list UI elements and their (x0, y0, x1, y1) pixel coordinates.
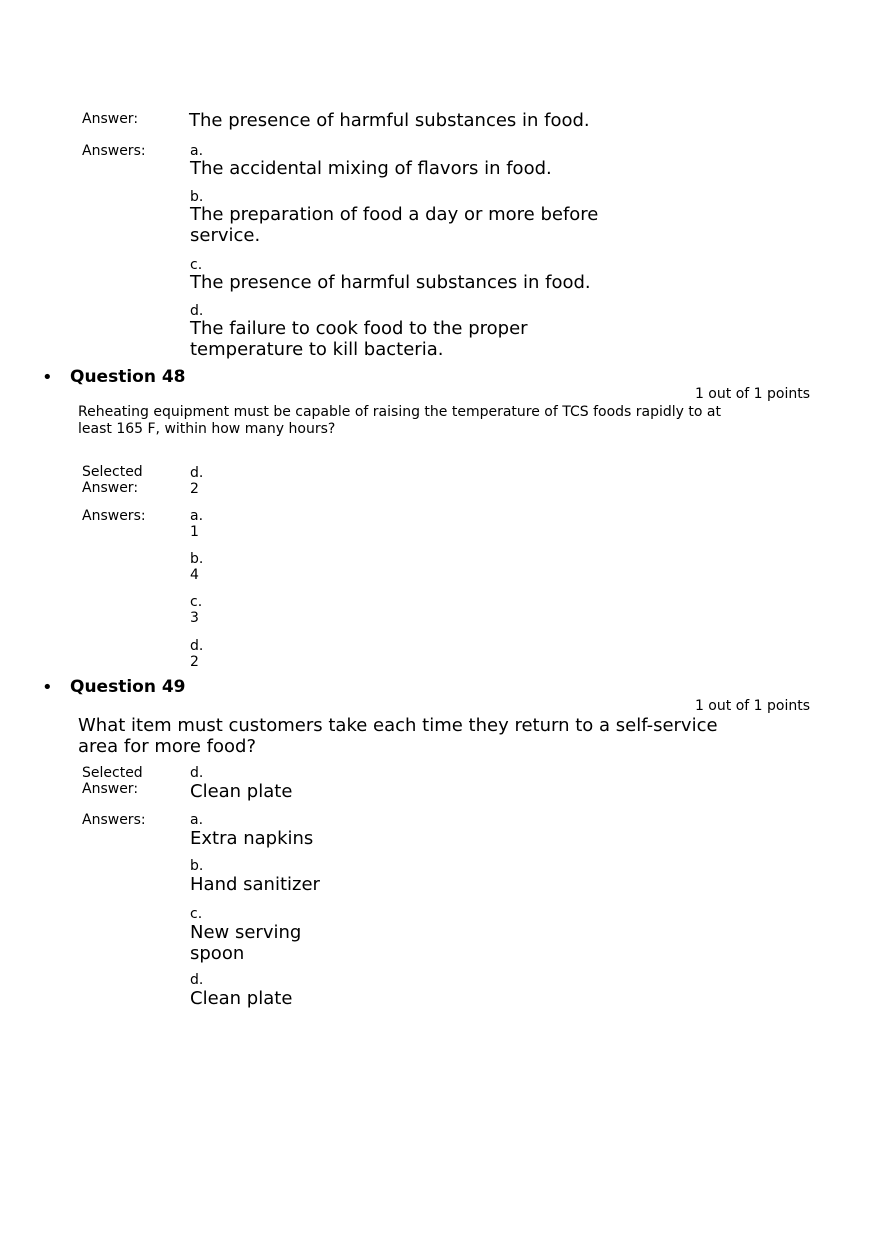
option-text: 4 (190, 567, 199, 583)
option-letter: d. (190, 303, 204, 319)
option-text: New serving spoon (190, 922, 302, 964)
selected-answer-label: Selected Answer: (82, 765, 143, 797)
option-letter: a. (190, 143, 204, 159)
answer-label: Answer: (82, 111, 139, 127)
option-text: Hand sanitizer (190, 874, 320, 895)
option-letter: a. (190, 508, 204, 524)
option-text: The failure to cook food to the proper temperature to kill bacteria. (190, 318, 528, 360)
answers-label: Answers: (82, 508, 146, 524)
bullet-icon: • (42, 677, 53, 698)
option-text: Extra napkins (190, 828, 314, 849)
option-letter: b. (190, 189, 204, 205)
option-letter: a. (190, 812, 204, 828)
option-letter: c. (190, 594, 203, 610)
option-letter: c. (190, 906, 203, 922)
selected-answer-label: Selected Answer: (82, 464, 143, 496)
selected-text: 2 (190, 481, 199, 497)
answers-label: Answers: (82, 143, 146, 159)
selected-letter: d. (190, 765, 204, 781)
option-text: The preparation of food a day or more before service. (190, 204, 599, 246)
option-text: 3 (190, 610, 199, 626)
option-text: 2 (190, 654, 199, 670)
answer-text: The presence of harmful substances in food. (189, 110, 590, 131)
selected-letter: d. (190, 465, 204, 481)
question-prompt: What item must customers take each time they return to a self-service area for more food? (78, 715, 718, 757)
option-text: The accidental mixing of flavors in food. (190, 158, 552, 179)
option-text: The presence of harmful substances in food. (190, 272, 591, 293)
question-title: Question 48 (70, 367, 186, 387)
option-text: 1 (190, 524, 199, 540)
option-letter: b. (190, 858, 204, 874)
points-score: 1 out of 1 points (694, 698, 810, 714)
question-title: Question 49 (70, 677, 186, 697)
option-letter: b. (190, 551, 204, 567)
option-text: Clean plate (190, 988, 293, 1009)
question-prompt: Reheating equipment must be capable of raising the temperature of TCS foods rapidly to at least 165 F, within how many hours? (78, 404, 721, 437)
option-letter: d. (190, 972, 204, 988)
answers-label: Answers: (82, 812, 146, 828)
bullet-icon: • (42, 367, 53, 388)
option-letter: d. (190, 638, 204, 654)
selected-text: Clean plate (190, 781, 293, 802)
option-letter: c. (190, 257, 203, 273)
points-score: 1 out of 1 points (694, 386, 810, 402)
